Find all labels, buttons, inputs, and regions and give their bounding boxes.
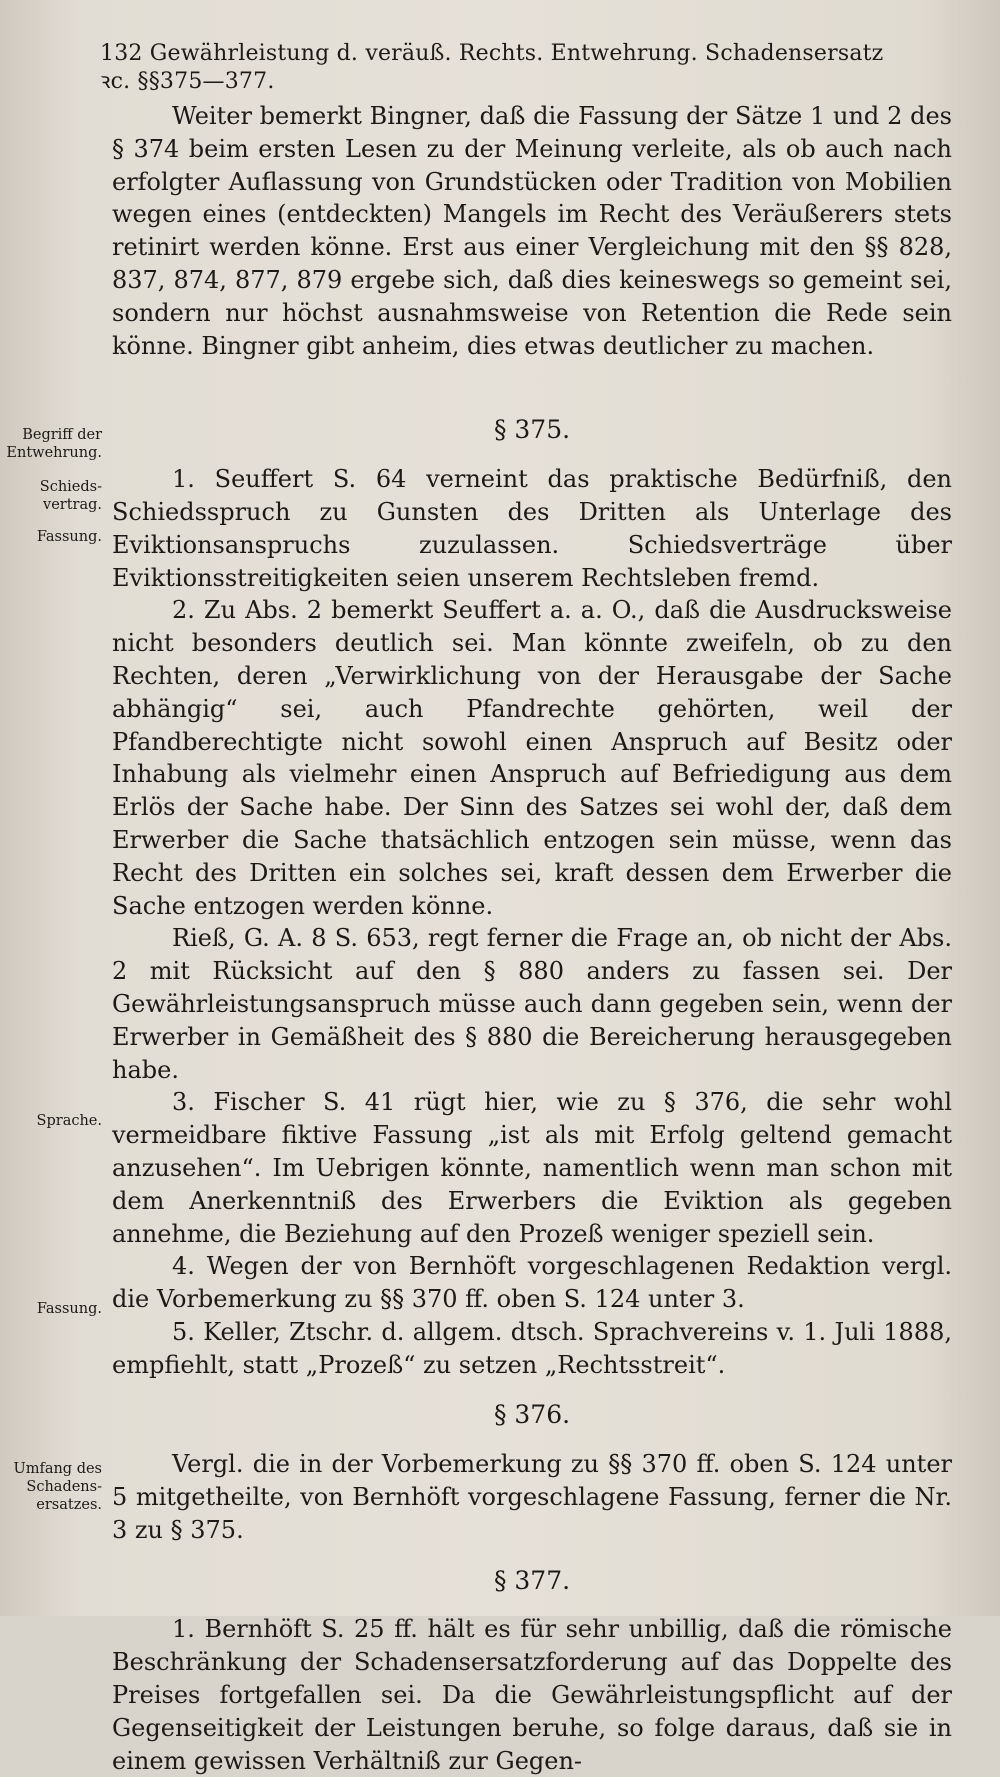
paragraph-375-4: 4. Wegen der von Bernhöft vorgeschlagenen Redaktion vergl. die Vorbemerkung zu §§ 370 ff. oben S. 124 unter 3.	[112, 1252, 952, 1314]
margin-note-fassung-376: Fassung.	[36, 1301, 102, 1317]
margin-note-schiedsvertrag: Schieds-vertrag.	[39, 479, 102, 513]
paragraph-375-2b: Rieß, G. A. 8 S. 653, regt ferner die Frage an, ob nicht der Abs. 2 mit Rücksicht auf den § 880 anders zu fassen sei. Der Gewährleistungsanspruch müsse auch dann gegeben sein, wenn der Erwerber in Gemäßheit des § 880 die Bereicherung herausgegeben habe.	[112, 924, 952, 1084]
margin-note-fassung-375: Fassung.	[36, 529, 102, 545]
main-text	[112, 100, 952, 1777]
section-375-title: § 375.	[493, 415, 571, 445]
paragraph-375-5: 5. Keller, Ztschr. d. allgem. dtsch. Sprachvereins v. 1. Juli 1888, empfiehlt, statt „Prozeß“ zu setzen „Rechtsstreit“.	[112, 1317, 952, 1379]
paragraph-376: Vergl. die in der Vorbemerkung zu §§ 370 ff. oben S. 124 unter 5 mitgetheilte, von Bernhöft vorgeschlagene Fassung, ferner die Nr. 3 zu § 375.	[112, 1450, 952, 1544]
margin-note-sprache: Sprache.	[36, 1113, 102, 1129]
paragraph-375-2: 2. Zu Abs. 2 bemerkt Seuffert a. a. O., daß die Ausdrucksweise nicht besonders deutlich sei. Man könnte zweifeln, ob zu den Rechten, deren „Verwirklichung von der Herausgabe der Sache abhängig“ sei, auch Pfandrechte gehörten, weil der Pfandberechtigte nicht sowohl einen Anspruch auf Besitz oder Inhabung als vielmehr einen Anspruch auf Befriedigung aus dem Erlös der Sache habe. Der Sinn des Satzes sei wohl der, daß dem Erwerber die Sache thatsächlich entzogen sein müsse, wenn das Recht des Dritten ein solches sei, kraft dessen dem Erwerber die Sache entzogen werden könne.	[112, 596, 952, 920]
paragraph-intro: Weiter bemerkt Bingner, daß die Fassung der Sätze 1 und 2 des § 374 beim ersten Lesen zu der Meinung verleite, als ob auch nach erfolgter Auflassung von Grundstücken oder Tradition von Mobilien wegen eines (entdeckten) Mangels im Recht des Veräußerers stets retinirt werden könne. Erst aus einer Vergleichung mit den §§ 828, 837, 874, 877, 879 ergebe sich, daß dies keineswegs so gemeint sei, sondern nur höchst ausnahmsweise von Retention die Rede sein könne. Bingner gibt anheim, dies etwas deutlicher zu machen.	[112, 102, 952, 360]
paragraph-375-3: 3. Fischer S. 41 rügt hier, wie zu § 376, die sehr wohl vermeidbare fiktive Fassung „ist als mit Erfolg geltend gemacht anzusehen“. Im Uebrigen könnte, namentlich wenn man schon mit dem Anerkenntniß des Erwerbers die Eviktion als gegeben annehme, die Beziehung auf den Prozeß weniger speziell sein.	[112, 1088, 952, 1248]
margin-note-umfang: Umfang des Schadens-ersatzes.	[13, 1461, 102, 1513]
paragraph-375-1: 1. Seuffert S. 64 verneint das praktische Bedürfniß, den Schiedsspruch zu Gunsten des Dritten als Unterlage des Eviktionsanspruchs zuzulassen. Schiedsverträge über Eviktionsstreitigkeiten seien unserem Rechtsleben fremd.	[112, 465, 952, 592]
section-376-title: § 376.	[493, 1400, 571, 1430]
margin-note-begriff: Begriff der Entwehrung.	[6, 427, 102, 461]
section-377-title: § 377.	[493, 1565, 571, 1595]
page-header: 132 Gewährleistung d. veräuß. Rechts. Entwehrung. Schadensersatz ꝛc. §§375—377.	[100, 41, 884, 94]
paragraph-377-1: 1. Bernhöft S. 25 ff. hält es für sehr unbillig, daß die römische Beschränkung der Schadensersatzforderung auf das Doppelte des Preises fortgefallen sei. Da die Gewährleistungspflicht auf der Gegenseitigkeit der Leistungen beruhe, so folge daraus, daß sie in einem gewissen Verhältniß zur Gegen-	[112, 1615, 952, 1775]
